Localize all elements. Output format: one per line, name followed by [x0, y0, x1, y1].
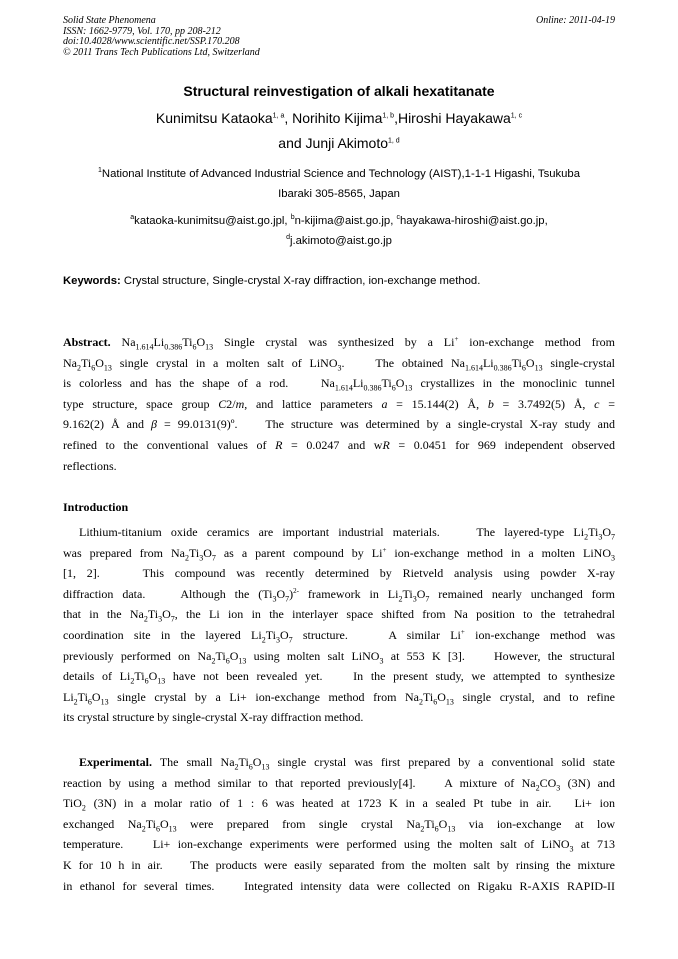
email-a[interactable]: kataoka-kunimitsu@aist.go.jpl,	[134, 215, 288, 227]
keywords	[63, 275, 615, 287]
introduction-heading: Introduction	[63, 500, 129, 514]
author-line-2	[63, 135, 615, 151]
experimental-label: Experimental.	[79, 755, 152, 769]
author-name: and Junji Akimoto	[278, 135, 389, 151]
author-affil-mark: 1, a	[272, 112, 285, 120]
author-affil-mark: 1, b	[382, 112, 395, 120]
online-date: Online: 2011-04-19	[536, 15, 615, 26]
email-b[interactable]: n-kijima@aist.go.jp,	[294, 215, 394, 227]
journal-name: Solid State Phenomena	[63, 15, 156, 26]
issn-line: ISSN: 1662-9779, Vol. 170, pp 208-212	[63, 25, 221, 37]
author-name: Kunimitsu Kataoka	[155, 110, 273, 126]
introduction-paragraph: Lithium-titanium oxide ceramics are important industrial materials. The layered-type $Li_2Ti_3O_7$ was prepared from $Na_2Ti_3O_7$ as a parent compound by Li+ ion-exchange method in a molten LiNO$_3$ [1, 2]. This compound was recently determined by Rietveld analysis using powder X-ray diffraction data. Although the $(Ti_3O_7)^{2-}$ framework in $Li_2Ti_3O_7$ remained nearly unchanged form that in the $Na_2Ti_3O_7$, the Li ion in the interlayer space shifted from Na position to the tetrahedral coordination site in the layered $Li_2Ti_3O_7$ structure. A similar Li+ ion-exchange method was previously performed on $Na_2Ti_6O_{13}$ using molten salt LiNO$_3$ at 553 K [3]. However, the structural details of $Li_2Ti_6O_{13}$ have not been revealed yet. In the present study, we attempted to synthesize $Li_2Ti_6O_{13}$ single crystal by a Li+ ion-exchange method from $Na_2Ti_6O_{13}$ single crystal, and to refine its crystal structure by single-crystal X-ray diffraction method.	[63, 525, 616, 725]
paper-title: Structural reinvestigation of alkali hexatitanate	[183, 83, 495, 99]
affiliation	[63, 164, 615, 204]
copyright-line: © 2011 Trans Tech Publications Ltd, Switzerland	[63, 46, 260, 58]
author-line-1	[63, 110, 615, 126]
email-c[interactable]: hayakawa-hiroshi@aist.go.jp,	[399, 215, 548, 227]
author-emails: $^a$kataoka-kunimitsu@aist.go.jpl, $^b$n-kijima@aist.go.jp, $^c$hayakawa-hiroshi@aist.go.jp, $^d$j.akimoto@aist.go.jp	[130, 214, 548, 247]
author-affil-mark: 1, c	[510, 112, 523, 120]
author-separator: ,	[394, 110, 398, 126]
author-name: Hiroshi Hayakawa	[397, 110, 511, 126]
journal-header	[63, 16, 615, 58]
keywords-label: Keywords:	[63, 275, 121, 287]
abstract-label: Abstract.	[63, 335, 111, 349]
abstract-paragraph: Abstract. $Na_{1.614}Li_{0.386}Ti_6O_{13}$ Single crystal was synthesized by a Li+ ion-exchange method from $Na_2Ti_6O_{13}$ single crystal in a molten salt of LiNO$_3$. The obtained $Na_{1.614}Li_{0.386}Ti_6O_{13}$ single-crystal is colorless and has the shape of a rod. $Na_{1.614}Li_{0.386}Ti_6O_{13}$ crystallizes in the monoclinic tunnel type structure, space group C2/m, and lattice parameters a = 15.144(2) Å, b = 3.7492(5) Å, c = 9.162(2) Å and β = 99.0131(9)º. The structure was determined by a single-crystal X-ray study and refined to the conventional values of R = 0.0247 and wR = 0.0451 for 969 independent observed reflections.	[63, 335, 616, 473]
author-name: Norihito Kijima	[292, 110, 383, 126]
email-d[interactable]: j.akimoto@aist.go.jp	[290, 235, 392, 247]
doi-line[interactable]: doi:10.4028/www.scientific.net/SSP.170.208	[63, 36, 240, 47]
affil-number: 1	[98, 167, 102, 175]
affil-line-2: Ibaraki 305-8565, Japan	[278, 188, 400, 200]
keywords-text: Crystal structure, Single-crystal X-ray diffraction, ion-exchange method.	[123, 275, 481, 287]
experimental-paragraph: Experimental. The small $Na_2Ti_6O_{13}$ single crystal was first prepared by a conventional solid state reaction by using a method similar to that reported previously[4]. A mixture of $Na_2CO_3$ (3N) and TiO$_2$ (3N) in a molar ratio of 1 : 6 was heated at 1723 K in a sealed Pt tube in air. Li+ ion exchanged $Na_2Ti_6O_{13}$ were prepared from single crystal $Na_2Ti_6O_{13}$ via ion-exchange at low temperature. Li+ ion-exchange experiments were performed using the molten salt of LiNO$_3$ at 713 K for 10 h in air. The products were easily separated from the molten salt by rinsing the mixture in ethanol for several times. Integrated intensity data were collected on Rigaku R-AXIS RAPID-II	[63, 755, 616, 893]
author-affil-mark: 1, d	[388, 137, 400, 145]
affil-line-1: National Institute of Advanced Industrial Science and Technology (AIST),1-1-1 Higashi, Tsukuba	[101, 168, 580, 180]
author-separator: ,	[284, 110, 293, 126]
